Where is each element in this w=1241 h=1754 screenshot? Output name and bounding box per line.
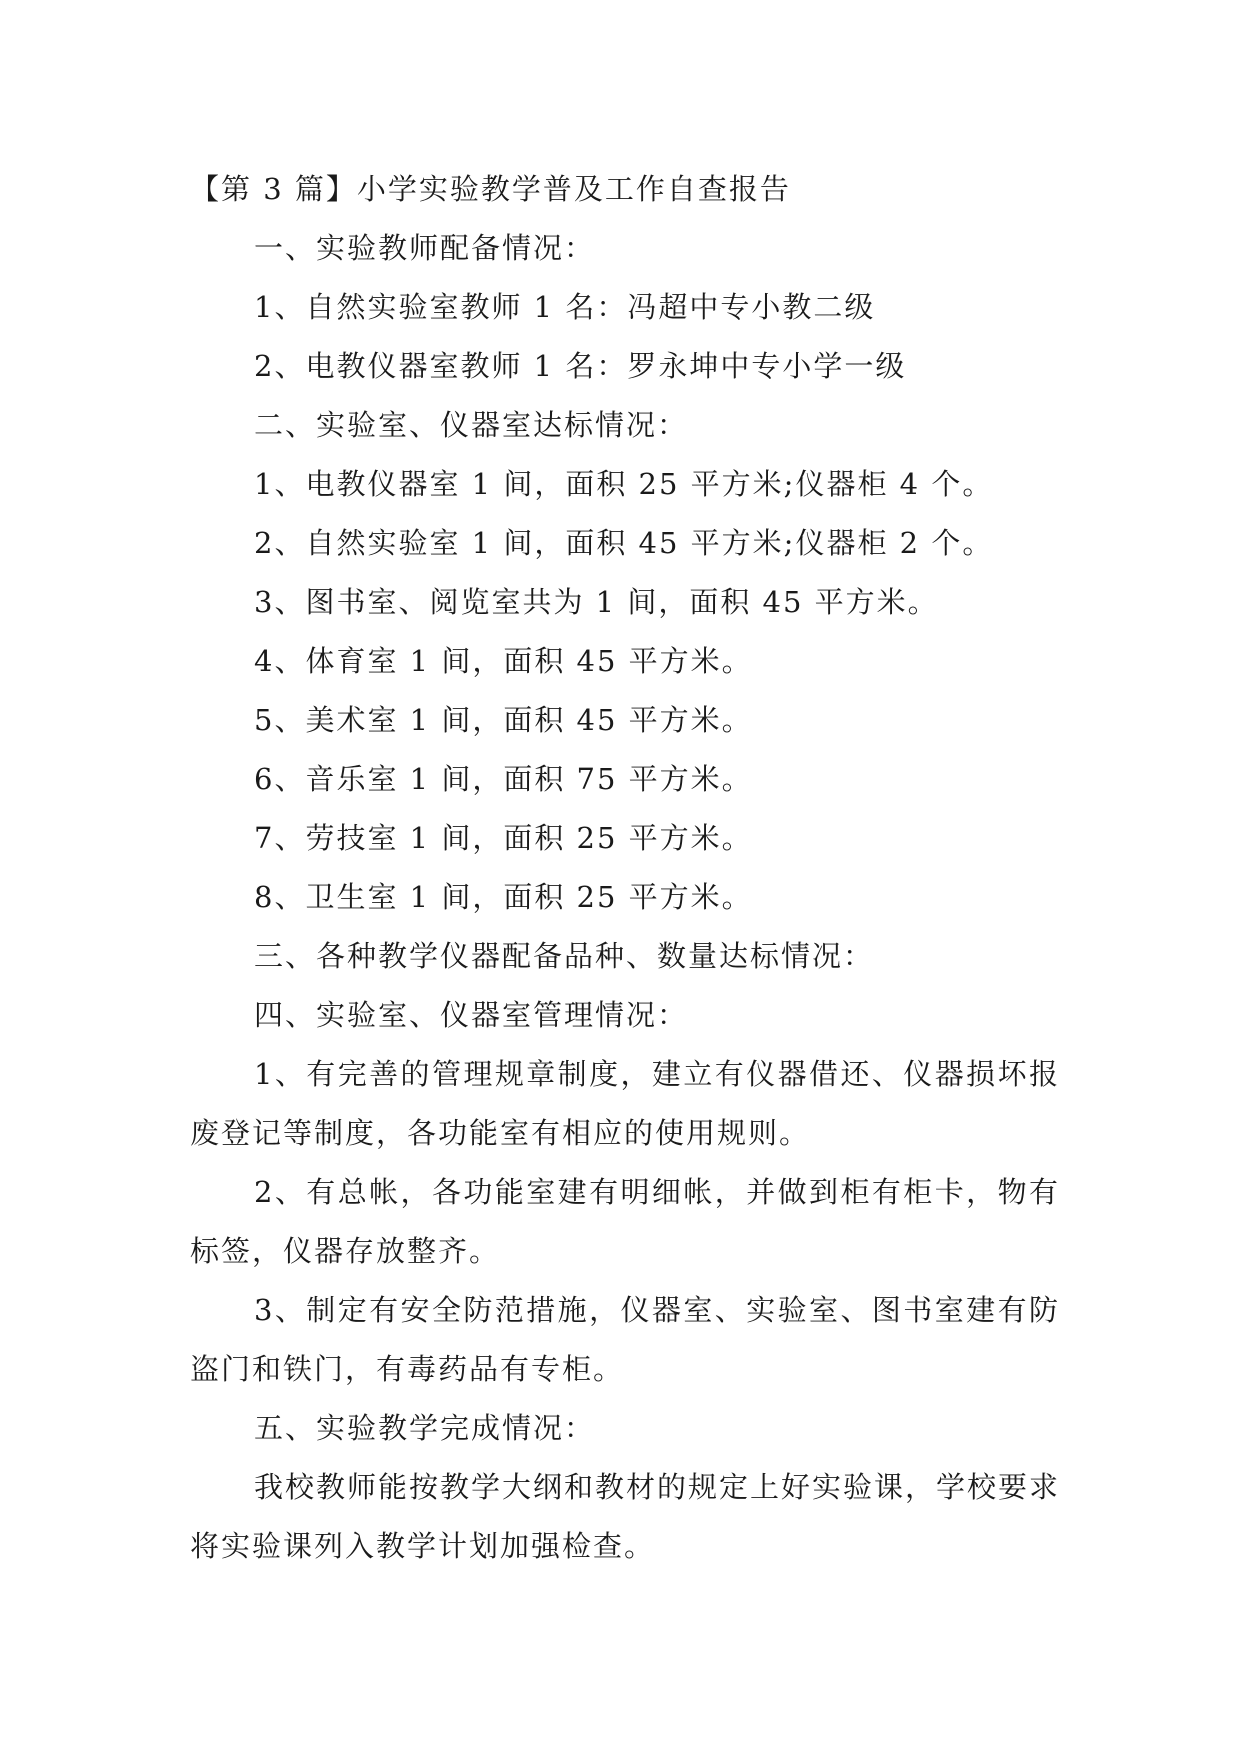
document-body [190,160,1060,1576]
section-heading-2: 二、实验室、仪器室达标情况： [254,408,689,442]
list-item: 2、自然实验室 1 间，面积 45 平方米;仪器柜 2 个。 [254,526,994,560]
list-item: 7、劳技室 1 间，面积 25 平方米。 [254,821,753,855]
list-item: 8、卫生室 1 间，面积 25 平方米。 [254,880,753,914]
paragraph: 1、有完善的管理规章制度，建立有仪器借还、仪器损坏报废登记等制度，各功能室有相应的使用规则。 [190,1057,1060,1150]
list-item: 4、体育室 1 间，面积 45 平方米。 [254,644,753,678]
section-heading-4: 四、实验室、仪器室管理情况： [254,998,689,1032]
list-item: 1、自然实验室教师 1 名：冯超中专小教二级 [254,290,876,324]
list-item: 6、音乐室 1 间，面积 75 平方米。 [254,762,753,796]
paragraph: 2、有总帐，各功能室建有明细帐，并做到柜有柜卡，物有标签，仪器存放整齐。 [190,1175,1060,1268]
document-title: 【第 3 篇】小学实验教学普及工作自查报告 [190,172,791,206]
list-item: 3、图书室、阅览室共为 1 间，面积 45 平方米。 [254,585,939,619]
section-heading-1: 一、实验教师配备情况： [254,231,596,265]
list-item: 5、美术室 1 间，面积 45 平方米。 [254,703,753,737]
paragraph: 我校教师能按教学大纲和教材的规定上好实验课，学校要求将实验课列入教学计划加强检查。 [190,1470,1061,1563]
list-item: 1、电教仪器室 1 间，面积 25 平方米;仪器柜 4 个。 [254,467,994,501]
section-heading-3: 三、各种教学仪器配备品种、数量达标情况： [254,939,875,973]
list-item: 2、电教仪器室教师 1 名：罗永坤中专小学一级 [254,349,907,383]
paragraph: 3、制定有安全防范措施，仪器室、实验室、图书室建有防盗门和铁门，有毒药品有专柜。 [190,1293,1060,1386]
section-heading-5: 五、实验教学完成情况： [254,1411,596,1445]
